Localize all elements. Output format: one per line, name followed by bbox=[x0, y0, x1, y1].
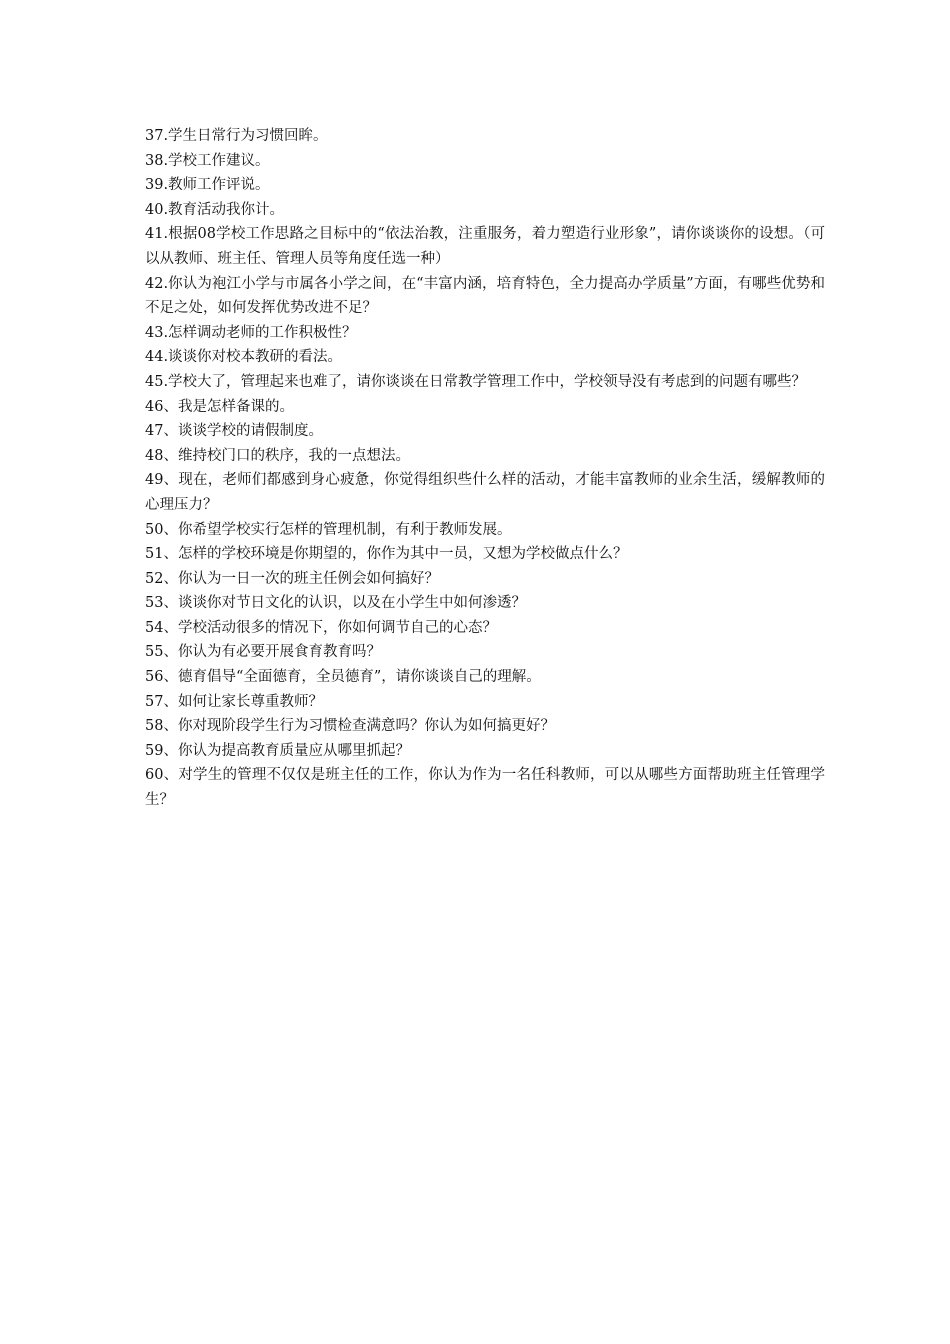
question-item: 38.学校工作建议。 bbox=[145, 152, 270, 169]
question-item: 49、现在，老师们都感到身心疲惫，你觉得组织些什么样的活动，才能丰富教师的业余生活，缓解教师的心理压力？ bbox=[145, 472, 825, 513]
question-item: 42.你认为袍江小学与市属各小学之间，在“丰富内涵，培育特色，全力提高办学质量”方面，有哪些优势和不足之处，如何发挥优势改进不足？ bbox=[145, 275, 825, 317]
question-item: 52、你认为一日一次的班主任例会如何搞好？ bbox=[145, 570, 439, 587]
question-item: 47、谈谈学校的请假制度。 bbox=[145, 423, 323, 440]
question-item: 55、你认为有必要开展食育教育吗？ bbox=[145, 644, 381, 661]
question-list bbox=[145, 124, 825, 813]
question-item: 37.学生日常行为习惯回眸。 bbox=[145, 128, 328, 144]
question-item: 57、如何让家长尊重教师？ bbox=[145, 693, 323, 710]
question-item: 41.根据08学校工作思路之目标中的“依法治教，注重服务，着力塑造行业形象”，请你谈谈你的设想。（可以从教师、班主任、管理人员等角度任选一种） bbox=[145, 226, 825, 267]
question-item: 58、你对现阶段学生行为习惯检查满意吗？你认为如何搞更好？ bbox=[145, 718, 555, 735]
question-item: 59、你认为提高教育质量应从哪里抓起？ bbox=[145, 742, 410, 759]
question-item: 40.教育活动我你计。 bbox=[145, 201, 285, 218]
question-item: 54、学校活动很多的情况下，你如何调节自己的心态？ bbox=[145, 619, 497, 636]
question-item: 44.谈谈你对校本教研的看法。 bbox=[145, 349, 343, 366]
question-item: 50、你希望学校实行怎样的管理机制，有利于教师发展。 bbox=[145, 521, 512, 538]
question-item: 46、我是怎样备课的。 bbox=[145, 398, 294, 415]
question-item: 39.教师工作评说。 bbox=[145, 177, 270, 194]
question-item: 56、德育倡导“全面德育，全员德育”，请你谈谈自己的理解。 bbox=[145, 669, 541, 686]
question-item: 45.学校大了，管理起来也难了，请你谈谈在日常教学管理工作中，学校领导没有考虑到的问题有哪些？ bbox=[145, 373, 807, 390]
question-item: 53、谈谈你对节日文化的认识，以及在小学生中如何渗透？ bbox=[145, 595, 526, 612]
question-item: 60、对学生的管理不仅仅是班主任的工作，你认为作为一名任科教师，可以从哪些方面帮助班主任管理学生？ bbox=[145, 767, 825, 809]
question-item: 51、怎样的学校环境是你期望的，你作为其中一员，又想为学校做点什么？ bbox=[145, 546, 628, 563]
question-item: 48、维持校门口的秩序，我的一点想法。 bbox=[145, 447, 410, 464]
question-item: 43.怎样调动老师的工作积极性？ bbox=[145, 324, 357, 341]
